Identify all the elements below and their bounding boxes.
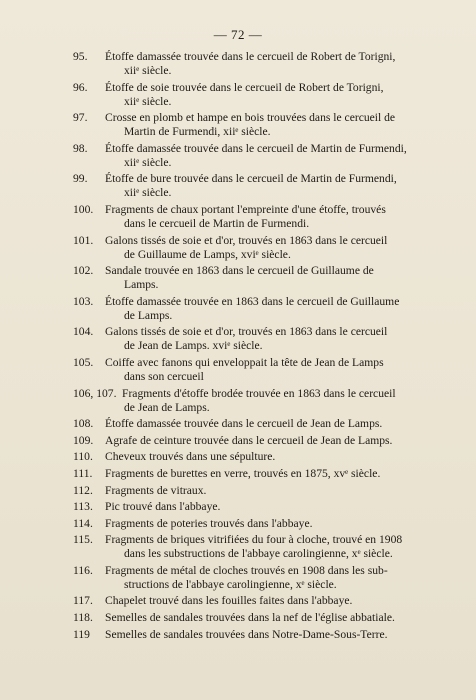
catalog-entry — [0, 450, 476, 464]
entry-text-line-1: Fragments de briques vitrifiées du four à cloche, trouvé en 1908 — [105, 533, 403, 547]
entry-text-line-1: Fragments de vitraux. — [105, 483, 207, 497]
catalog-entry — [0, 387, 476, 415]
catalog-entry — [0, 564, 476, 592]
catalog-entry-list — [0, 50, 476, 644]
catalog-entry — [0, 111, 476, 139]
entry-text-line-2: dans le cercueil de Martin de Furmendi. — [124, 216, 310, 230]
entry-text-line-2: de Lamps. — [124, 308, 173, 322]
entry-text-line-2: dans les substructions de l'abbaye carolingienne, xᵉ siècle. — [124, 547, 393, 561]
entry-number: 116. — [73, 563, 93, 577]
entry-number: 100. — [73, 202, 94, 216]
entry-text-line-1: Semelles de sandales trouvées dans la nef de l'église abbatiale. — [105, 611, 395, 625]
entry-text-line-2: de Jean de Lamps. xviᵉ siècle. — [124, 339, 263, 353]
entry-text-line-1: Fragments de poteries trouvés dans l'abbaye. — [105, 516, 313, 530]
entry-text-line-2: structions de l'abbaye carolingienne, xᵉ siècle. — [124, 577, 337, 591]
catalog-entry — [0, 203, 476, 231]
entry-number: 111. — [73, 466, 93, 480]
entry-number: 113. — [73, 500, 93, 514]
entry-number: 102. — [73, 264, 94, 278]
entry-number: 117. — [73, 594, 93, 608]
entry-text-line-1: Fragments d'étoffe brodée trouvée en 1863 dans le cercueil — [122, 386, 396, 400]
entry-text-line-1: Crosse en plomb et hampe en bois trouvées dans le cercueil de — [105, 111, 396, 125]
entry-number: 108. — [73, 417, 94, 431]
entry-text-line-1: Fragments de chaux portant l'empreinte d'une étoffe, trouvés — [105, 202, 386, 216]
catalog-entry — [0, 484, 476, 498]
catalog-entry — [0, 50, 476, 78]
entry-text-line-1: Cheveux trouvés dans une sépulture. — [105, 450, 276, 464]
entry-text-line-2: xiiᵉ siècle. — [124, 94, 172, 108]
catalog-entry — [0, 142, 476, 170]
catalog-entry — [0, 611, 476, 625]
entry-text-line-1: Étoffe damassée trouvée dans le cercueil de Martin de Furmendi, — [105, 141, 407, 155]
entry-text-line-1: Galons tissés de soie et d'or, trouvés en 1863 dans le cercueil — [105, 325, 388, 339]
catalog-entry — [0, 517, 476, 531]
entry-text-line-1: Étoffe damassée trouvée dans le cercueil de Robert de Torigni, — [105, 50, 396, 63]
entry-text-line-1: Coiffe avec fanons qui enveloppait la tête de Jean de Lamps — [105, 355, 384, 369]
entry-number: 99. — [73, 172, 88, 186]
entry-text-line-1: Étoffe de soie trouvée dans le cercueil de Robert de Torigni, — [105, 80, 384, 94]
catalog-entry — [0, 500, 476, 514]
entry-number: 109. — [73, 433, 94, 447]
entry-number: 96. — [73, 80, 88, 94]
entry-text-line-2: Lamps. — [124, 278, 159, 292]
entry-text-line-1: Sandale trouvée en 1863 dans le cercueil de Guillaume de — [105, 264, 374, 278]
entry-text-line-1: Étoffe de bure trouvée dans le cercueil de Martin de Furmendi, — [105, 172, 397, 186]
catalog-entry — [0, 81, 476, 109]
entry-number: 97. — [73, 111, 88, 125]
entry-text-line-1: Fragments de métal de cloches trouvés en 1908 dans les sub- — [105, 563, 388, 577]
entry-number: 112. — [73, 483, 93, 497]
entry-text-line-2: de Guillaume de Lamps, xviᵉ siècle. — [124, 247, 291, 261]
entry-number: 95. — [73, 50, 88, 63]
catalog-entry — [0, 594, 476, 608]
catalog-entry — [0, 417, 476, 431]
entry-number: 106, 107. — [73, 386, 117, 400]
entry-number: 103. — [73, 294, 94, 308]
catalog-entry — [0, 295, 476, 323]
entry-text-line-2: Martin de Furmendi, xiiᵉ siècle. — [124, 125, 271, 139]
catalog-entry — [0, 533, 476, 561]
entry-number: 110. — [73, 450, 93, 464]
entry-text-line-1: Étoffe damassée trouvée en 1863 dans le cercueil de Guillaume — [105, 294, 400, 308]
catalog-entry — [0, 356, 476, 384]
entry-text-line-2: xiiᵉ siècle. — [124, 186, 172, 200]
entry-number: 118. — [73, 611, 93, 625]
catalog-entry — [0, 172, 476, 200]
entry-text-line-1: Pic trouvé dans l'abbaye. — [105, 500, 221, 514]
entry-text-line-2: de Jean de Lamps. — [124, 400, 210, 414]
catalog-entry — [0, 264, 476, 292]
entry-text-line-2: xiiᵉ siècle. — [124, 155, 172, 169]
entry-text-line-1: Galons tissés de soie et d'or, trouvés en 1863 dans le cercueil — [105, 233, 388, 247]
entry-number: 104. — [73, 325, 94, 339]
entry-text-line-1: Fragments de burettes en verre, trouvés en 1875, xvᵉ siècle. — [105, 466, 381, 480]
entry-number: 105. — [73, 355, 94, 369]
entry-text-line-1: Chapelet trouvé dans les fouilles faites dans l'abbaye. — [105, 594, 353, 608]
catalog-entry — [0, 234, 476, 262]
catalog-entry — [0, 628, 476, 642]
catalog-entry — [0, 434, 476, 448]
entry-text-line-2: dans son cercueil — [124, 369, 204, 383]
entry-text-line-2: xiiᵉ siècle. — [124, 64, 172, 77]
entry-number: 115. — [73, 533, 93, 547]
entry-text-line-1: Semelles de sandales trouvées dans Notre-Dame-Sous-Terre. — [105, 627, 388, 641]
entry-number: 98. — [73, 141, 88, 155]
entry-text-line-1: Agrafe de ceinture trouvée dans le cercueil de Jean de Lamps. — [105, 433, 393, 447]
entry-number: 119 — [73, 627, 90, 641]
entry-text-line-1: Étoffe damassée trouvée dans le cercueil de Jean de Lamps. — [105, 417, 383, 431]
page-number: — 72 — — [213, 27, 263, 42]
entry-number: 114. — [73, 516, 93, 530]
catalog-entry — [0, 467, 476, 481]
catalog-entry — [0, 325, 476, 353]
entry-number: 101. — [73, 233, 94, 247]
